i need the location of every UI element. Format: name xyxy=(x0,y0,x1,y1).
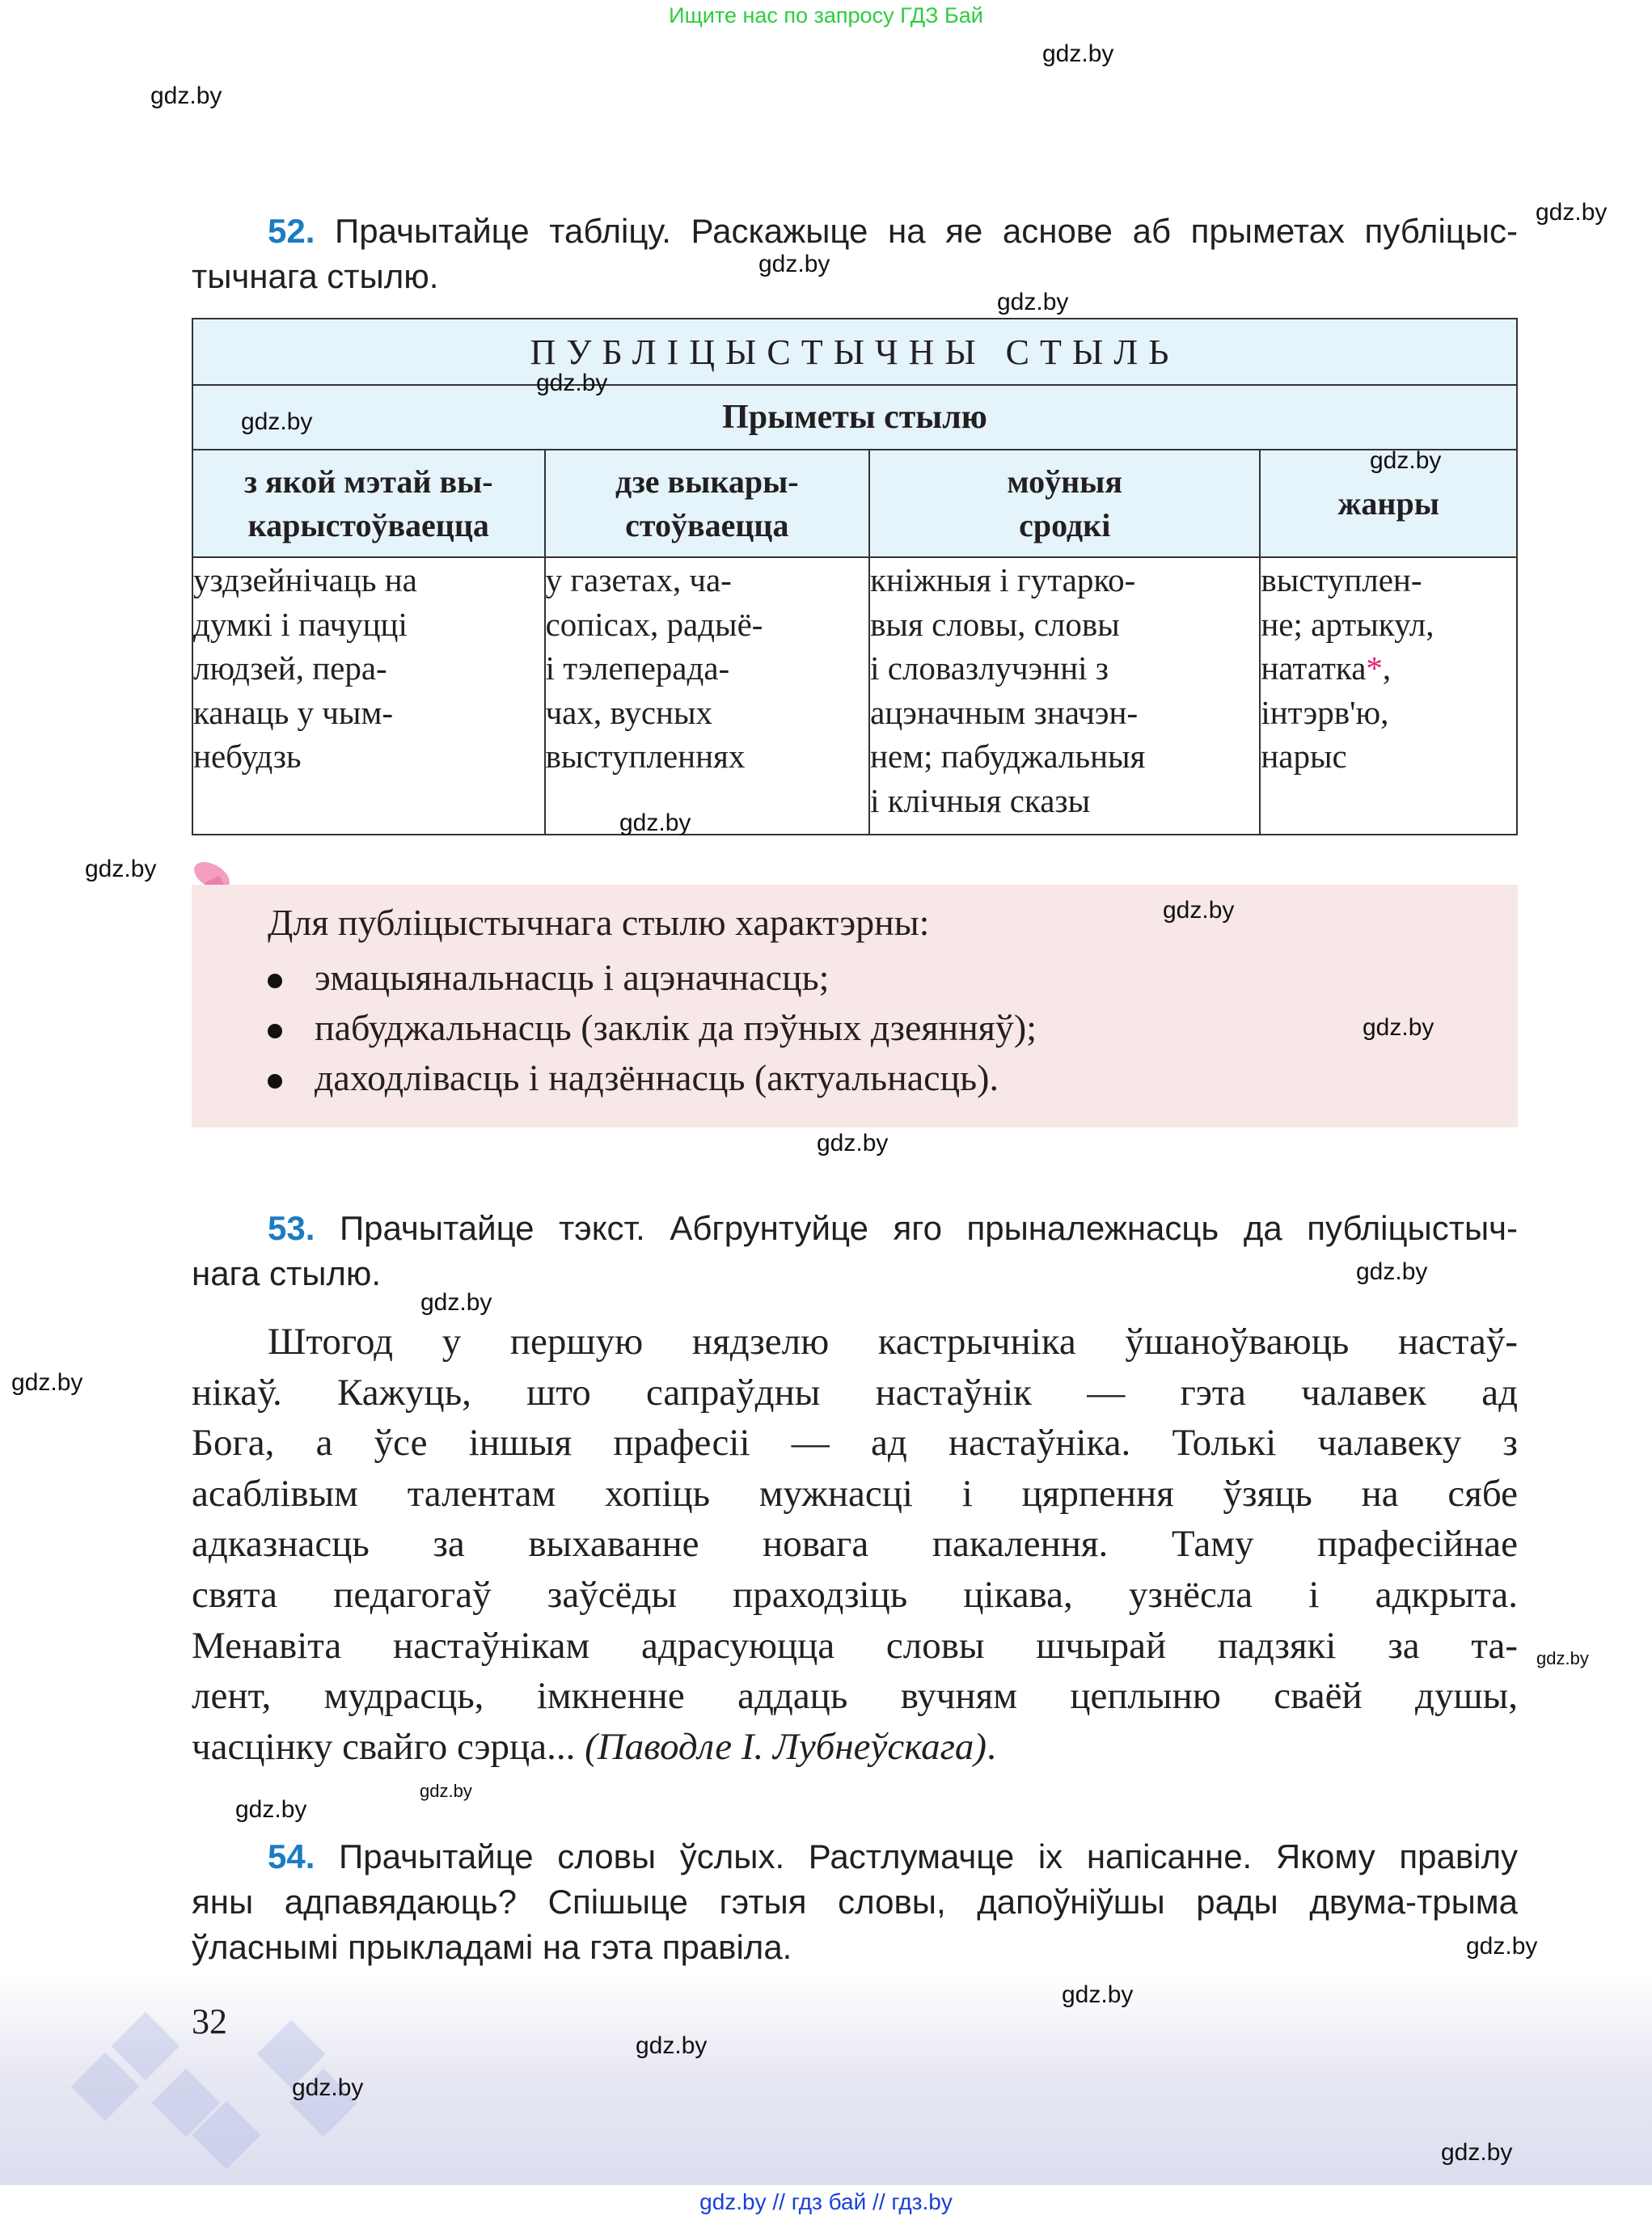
prose-line: Менавіта настаўнікам адрасуюцца словы шчырай падзякі за та- xyxy=(192,1624,1518,1667)
bullet-text: пабуджальнасць (заклік да пэўных дзеянняў); xyxy=(315,1007,1037,1048)
task-53-line-1: 53. Прачытайце тэкст. Абгрунтуйце яго прыналежнасць да публіцыстыч- xyxy=(268,1209,1518,1247)
cell-line: людзей, пера- xyxy=(193,649,387,687)
bullet-icon xyxy=(268,1024,282,1038)
watermark: gdz.by xyxy=(1536,1648,1589,1668)
task-54-line-3: ўласнымі прыкладамі на гэта правіла. xyxy=(192,1928,792,1966)
cell-line: ацэначным значэн- xyxy=(870,693,1139,731)
cell-line xyxy=(1261,646,1516,691)
watermark: gdz.by xyxy=(11,1369,83,1396)
bullet-text: эмацыянальнасць і ацэначнасць; xyxy=(315,957,830,998)
watermark: gdz.by xyxy=(1356,1258,1428,1285)
watermark: gdz.by xyxy=(1042,40,1114,67)
table-cell xyxy=(1260,557,1517,835)
column-header: жанры xyxy=(1260,450,1517,557)
cell-line: не; артыкул, xyxy=(1261,605,1434,643)
page-number: 32 xyxy=(192,2002,227,2041)
prose-line: свята педагогаў заўсёды праходзіць цікава, узнёсла і адкрыта. xyxy=(192,1573,1518,1616)
prose-line: Бога, а ўсе іншыя прафесіі — ад настаўніка. Толькі чалавеку з xyxy=(192,1422,1518,1465)
watermark: gdz.by xyxy=(1370,447,1442,474)
cell-line: выступлен- xyxy=(1261,561,1422,598)
task-52-line-1: 52. Прачытайце табліцу. Раскажыце на яе аснове аб прыметах публіцыс- xyxy=(268,212,1519,250)
cell-line: нем; пабуджальныя xyxy=(870,738,1146,775)
watermark: gdz.by xyxy=(292,2074,364,2101)
watermark: gdz.by xyxy=(817,1130,889,1156)
cell-line: выступленнях xyxy=(545,738,746,775)
source-attribution: (Паводле І. Лубнеўскага) xyxy=(585,1725,987,1768)
watermark: gdz.by xyxy=(85,856,157,882)
table-cell xyxy=(869,557,1260,835)
cell-line: нарыс xyxy=(1261,738,1347,775)
prose-text xyxy=(192,1317,1518,1772)
style-table xyxy=(192,318,1518,835)
cell-line: сопісах, радыё- xyxy=(545,605,763,643)
cell-line: небудзь xyxy=(193,738,302,775)
cell-text: нататка xyxy=(1261,649,1367,687)
prose-line: адказнасць за выхаванне новага пакалення. Таму прафесійнае xyxy=(192,1523,1518,1566)
column-header: моўныя сродкі xyxy=(869,450,1260,557)
cell-line: і клічныя сказы xyxy=(870,781,1091,819)
watermark: gdz.by xyxy=(997,289,1069,315)
watermark: gdz.by xyxy=(636,2032,708,2059)
watermark: gdz.by xyxy=(1441,2139,1513,2166)
cell-line: выя словы, словы xyxy=(870,605,1120,643)
watermark: gdz.by xyxy=(420,1289,492,1316)
table-cell xyxy=(192,557,545,835)
bullet-text: даходлівасць і надзённасць (актуальнасць). xyxy=(315,1057,999,1098)
cell-line: і тэлеперада- xyxy=(545,649,730,687)
task-52 xyxy=(192,209,1518,299)
watermark: gdz.by xyxy=(235,1796,307,1823)
prose-line: лент, мудрасць, імкненне аддаць вучням цеплыню сваёй душы, xyxy=(192,1675,1518,1718)
column-header: дзе выкары- стоўваецца xyxy=(545,450,870,557)
watermark: gdz.by xyxy=(1536,199,1608,226)
watermark: gdz.by xyxy=(420,1781,472,1801)
watermark: gdz.by xyxy=(150,82,222,109)
watermark: gdz.by xyxy=(536,370,608,396)
page-footer-band xyxy=(0,1973,1652,2185)
cell-line: інтэрв'ю, xyxy=(1261,693,1389,731)
task-number: 52. xyxy=(268,212,315,250)
note-bullet xyxy=(268,1056,999,1099)
footnote-asterisk: * xyxy=(1366,649,1383,687)
cell-line: і словазлучэнні з xyxy=(870,649,1109,687)
prose-line: Штогод у першую нядзелю кастрычніка ўшаноўваюць настаў- xyxy=(268,1321,1518,1363)
note-bullet xyxy=(268,956,829,999)
watermark: gdz.by xyxy=(758,251,830,277)
task-number: 54. xyxy=(268,1837,315,1875)
cell-line: у газетах, ча- xyxy=(545,561,732,598)
task-53 xyxy=(192,1206,1518,1296)
watermark: gdz.by xyxy=(1363,1014,1434,1041)
table-title: ПУБЛІЦЫСТЫЧНЫ СТЫЛЬ xyxy=(192,319,1517,385)
watermark: gdz.by xyxy=(619,810,691,836)
task-number: 53. xyxy=(268,1209,315,1247)
column-header: з якой мэтай вы- карыстоўваецца xyxy=(192,450,545,557)
task-53-line-2: нага стылю. xyxy=(192,1254,382,1292)
footer-link[interactable]: gdz.by // гдз бай // гдз.by xyxy=(699,2189,953,2214)
note-heading: Для публіцыстычнага стылю характэрны: xyxy=(268,902,930,943)
cell-line: канаць у чым- xyxy=(193,693,394,731)
top-search-link[interactable]: Ищите нас по запросу ГДЗ Бай xyxy=(669,3,983,27)
prose-line: нікаў. Кажуць, што сапраўдны настаўнік — гэта чалавек ад xyxy=(192,1371,1518,1414)
task-54-line-2: яны адпавядаюць? Спішыце гэтыя словы, дапоўніўшы рады двума-трыма xyxy=(192,1883,1518,1921)
note-bullet xyxy=(268,1006,1037,1049)
task-52-line-2: тычнага стылю. xyxy=(192,257,439,295)
task-54-line-1: 54. Прачытайце словы ўслых. Растлумачце іх напісанне. Якому правілу xyxy=(268,1837,1519,1875)
prose-line: асаблівым талентам хопіць мужнасці і цярпення ўзяць на сябе xyxy=(192,1472,1518,1515)
bullet-icon xyxy=(268,1074,282,1089)
cell-line: думкі і пачуцці xyxy=(193,605,408,643)
cell-line: уздзейнічаць на xyxy=(193,561,417,598)
table-subtitle: Прыметы стылю xyxy=(192,385,1517,450)
period: . xyxy=(987,1725,996,1768)
watermark: gdz.by xyxy=(1163,897,1235,924)
watermark: gdz.by xyxy=(1466,1933,1538,1960)
prose-text-end: часцінку свайго сэрца... xyxy=(192,1725,576,1768)
cell-line: кніжныя і гутарко- xyxy=(870,561,1136,598)
rule-note xyxy=(192,885,1518,1127)
table-cell xyxy=(545,557,870,835)
cell-line: чах, вусных xyxy=(545,693,713,731)
prose-line xyxy=(192,1722,1518,1773)
task-54 xyxy=(192,1834,1518,1970)
bullet-icon xyxy=(268,974,282,988)
cell-text: , xyxy=(1382,649,1392,687)
watermark: gdz.by xyxy=(241,408,313,435)
watermark: gdz.by xyxy=(1062,1981,1134,2008)
